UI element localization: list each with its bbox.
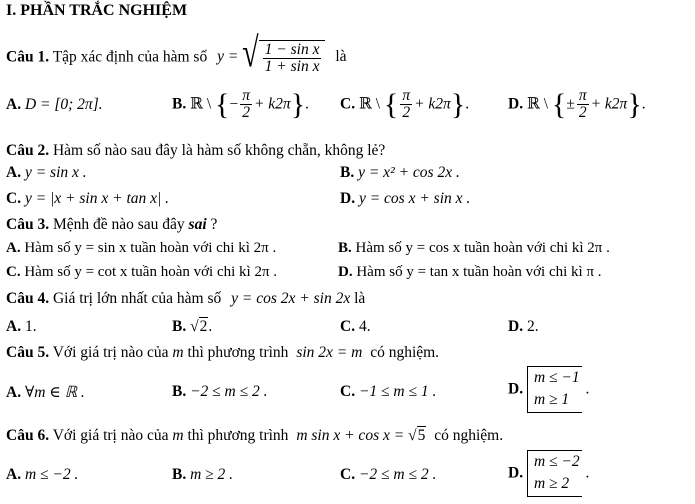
option-label: A. <box>6 466 22 483</box>
q1-option-b[interactable]: B. ℝ \ {− $\frac{\pi}{2}$ + k2π}. <box>172 87 309 122</box>
option-label: C. <box>340 318 356 335</box>
option-fraction <box>577 88 589 122</box>
question-1-y: y = <box>217 48 239 66</box>
q1-option-d[interactable] <box>508 88 646 122</box>
q4-option-b[interactable] <box>172 318 212 336</box>
option-label: D. <box>508 464 524 482</box>
q1-option-a[interactable] <box>6 96 103 114</box>
question-1-tail: là <box>335 48 347 66</box>
q3-option-a[interactable] <box>6 240 276 257</box>
question-1-radicand <box>259 40 326 76</box>
q3-option-b[interactable] <box>338 240 610 257</box>
option-label: B. <box>172 95 187 113</box>
option-label: C. <box>6 190 22 207</box>
fraction-numerator: π <box>578 87 587 104</box>
option-label: B. <box>340 164 355 181</box>
question-3-tail: ? <box>210 216 218 233</box>
question-6-radicand: 5 <box>417 427 426 444</box>
question-6-text2: thì phương trình <box>187 427 289 444</box>
left-brace-icon: { <box>383 87 399 121</box>
question-1-label: Câu 1. <box>6 48 50 66</box>
question-1-sqrt <box>242 30 325 77</box>
option-value: m ≤ −2 . <box>24 466 79 483</box>
question-6-label: Câu 6. <box>6 427 50 444</box>
option-value: y = x² + cos 2x . <box>358 164 460 181</box>
q5-option-d[interactable] <box>508 366 589 413</box>
question-3-emphasis: sai <box>188 216 207 233</box>
question-1-numerator: 1 − sin x <box>264 41 320 58</box>
question-4 <box>6 290 365 308</box>
option-fraction <box>240 88 252 122</box>
q6-option-c[interactable] <box>340 466 436 484</box>
right-brace-icon: } <box>627 87 642 121</box>
option-value: 1. <box>24 318 37 335</box>
option-value: 2. <box>526 318 539 335</box>
q2-option-d[interactable] <box>340 190 470 208</box>
fraction-numerator: π <box>402 87 411 104</box>
question-1-denominator: 1 + sin x <box>264 58 320 76</box>
option-label: A. <box>6 240 21 256</box>
option-tail: . <box>585 464 590 482</box>
option-value: Hàm số y = sin x tuần hoàn với chi kì 2π . <box>24 240 277 256</box>
fraction-denominator: 2 <box>242 104 250 122</box>
q6-option-a[interactable] <box>6 466 78 484</box>
option-label: D. <box>508 318 524 335</box>
option-value: y = |x + sin x + tan x| . <box>24 190 170 207</box>
option-prefix: ℝ \ <box>526 95 549 113</box>
question-1 <box>6 30 347 77</box>
question-3-text: Mệnh đề nào sau đây <box>52 216 185 233</box>
q1-option-c[interactable] <box>340 88 469 122</box>
option-value: ∀m ∈ ℝ . <box>24 384 85 401</box>
question-6-var: m <box>172 427 184 444</box>
option-rest: + k2π <box>253 95 291 113</box>
option-value: 4. <box>358 318 371 335</box>
question-6 <box>6 427 503 445</box>
radical-icon: √ <box>408 427 417 444</box>
question-3-label: Câu 3. <box>6 216 50 233</box>
option-value: D = [0; 2π]. <box>24 96 103 113</box>
question-4-label: Câu 4. <box>6 290 50 307</box>
question-2 <box>6 142 385 160</box>
option-label: D. <box>338 264 353 280</box>
option-label: D. <box>508 95 524 113</box>
bracket-row-1: m ≤ −2 <box>533 453 580 470</box>
q5-option-b[interactable] <box>172 383 268 401</box>
option-bracket <box>527 366 582 413</box>
question-5-tail: có nghiệm. <box>370 344 440 361</box>
option-label: D. <box>508 380 524 398</box>
option-tail: . <box>585 380 590 398</box>
q4-option-c[interactable] <box>340 318 371 336</box>
section-header: I. PHẦN TRẮC NGHIỆM <box>6 2 188 19</box>
option-label: A. <box>6 384 22 401</box>
option-prefix: ℝ \ <box>358 95 381 113</box>
option-label: B. <box>172 383 187 400</box>
question-1-text: Tập xác định của hàm số <box>52 48 208 66</box>
question-5-text: Với giá trị nào của <box>52 344 169 361</box>
q2-option-a[interactable] <box>6 164 87 182</box>
option-label: C. <box>6 264 21 280</box>
fraction-denominator: 2 <box>402 104 411 122</box>
option-radicand: 2 <box>199 318 208 335</box>
q5-option-a[interactable] <box>6 383 85 402</box>
option-tail: . <box>305 95 309 113</box>
option-label: D. <box>340 190 356 207</box>
option-value: m ≥ 2 . <box>190 466 234 483</box>
option-tail: . <box>641 95 646 113</box>
option-tail: . <box>208 318 213 335</box>
left-brace-icon: { <box>215 87 230 121</box>
q4-option-d[interactable] <box>508 318 539 336</box>
question-4-tail: là <box>354 290 366 307</box>
question-6-tail: có nghiệm. <box>434 427 504 444</box>
right-brace-icon: } <box>290 87 306 121</box>
q6-option-d[interactable] <box>508 450 589 497</box>
option-prefix: ℝ \ <box>190 95 212 113</box>
option-label: B. <box>338 240 352 256</box>
option-value: −2 ≤ m ≤ 2 . <box>358 466 437 483</box>
question-5 <box>6 344 439 362</box>
option-value: −1 ≤ m ≤ 1 . <box>358 383 437 400</box>
question-5-label: Câu 5. <box>6 344 50 361</box>
question-5-var: m <box>172 344 184 361</box>
bracket-row-2: m ≥ 1 <box>533 391 570 409</box>
option-label: C. <box>340 466 356 483</box>
option-label: A. <box>6 164 22 181</box>
option-bracket <box>527 450 582 497</box>
option-label: B. <box>172 318 187 335</box>
option-value: −2 ≤ m ≤ 2 . <box>190 383 268 400</box>
option-value: Hàm số y = tan x tuần hoàn với chi kì π . <box>356 264 602 280</box>
option-rest: + k2π <box>414 95 451 113</box>
question-4-text: Giá trị lớn nhất của hàm số <box>52 290 222 307</box>
option-pm: ± <box>566 95 575 113</box>
q4-option-a[interactable] <box>6 318 37 336</box>
option-value: y = sin x . <box>24 164 87 181</box>
q2-option-b[interactable] <box>340 164 460 182</box>
question-5-expr: sin 2x = m <box>296 344 363 361</box>
left-brace-icon: { <box>551 87 567 121</box>
question-3 <box>6 216 217 234</box>
question-4-expr: y = cos 2x + sin 2x <box>231 290 351 307</box>
question-5-text2: thì phương trình <box>187 344 289 361</box>
option-tail: . <box>465 95 470 113</box>
option-label: C. <box>340 383 356 400</box>
option-value: y = cos x + sin x . <box>358 190 471 207</box>
option-fraction <box>400 88 412 122</box>
q2-option-c[interactable] <box>6 190 169 208</box>
option-value: Hàm số y = cos x tuần hoàn với chi kì 2π . <box>355 240 610 256</box>
option-value: Hàm số y = cot x tuần hoàn với chi kì 2π . <box>24 264 278 280</box>
option-label: A. <box>6 96 22 113</box>
radical-icon: √ <box>242 30 259 77</box>
question-2-text: Hàm số nào sau đây là hàm số không chẵn, không lẻ? <box>52 142 386 159</box>
radical-icon: √ <box>190 318 199 335</box>
option-rest: + k2π <box>590 95 628 113</box>
option-label: C. <box>340 95 356 113</box>
right-brace-icon: } <box>450 87 466 121</box>
q6-option-b[interactable] <box>172 466 233 484</box>
fraction-denominator: 2 <box>578 104 587 122</box>
option-label: B. <box>172 466 187 483</box>
bracket-row-2: m ≥ 2 <box>533 475 570 493</box>
q5-option-c[interactable] <box>340 383 436 401</box>
question-2-label: Câu 2. <box>6 142 50 159</box>
question-6-text: Với giá trị nào của <box>52 427 169 444</box>
bracket-row-1: m ≤ −1 <box>533 369 580 386</box>
q3-option-d[interactable] <box>338 264 602 281</box>
question-6-expr: m sin x + cos x = <box>296 427 405 444</box>
question-1-fraction <box>263 42 322 76</box>
option-label: A. <box>6 318 22 335</box>
fraction-numerator: π <box>242 87 250 104</box>
q3-option-c[interactable] <box>6 264 277 281</box>
